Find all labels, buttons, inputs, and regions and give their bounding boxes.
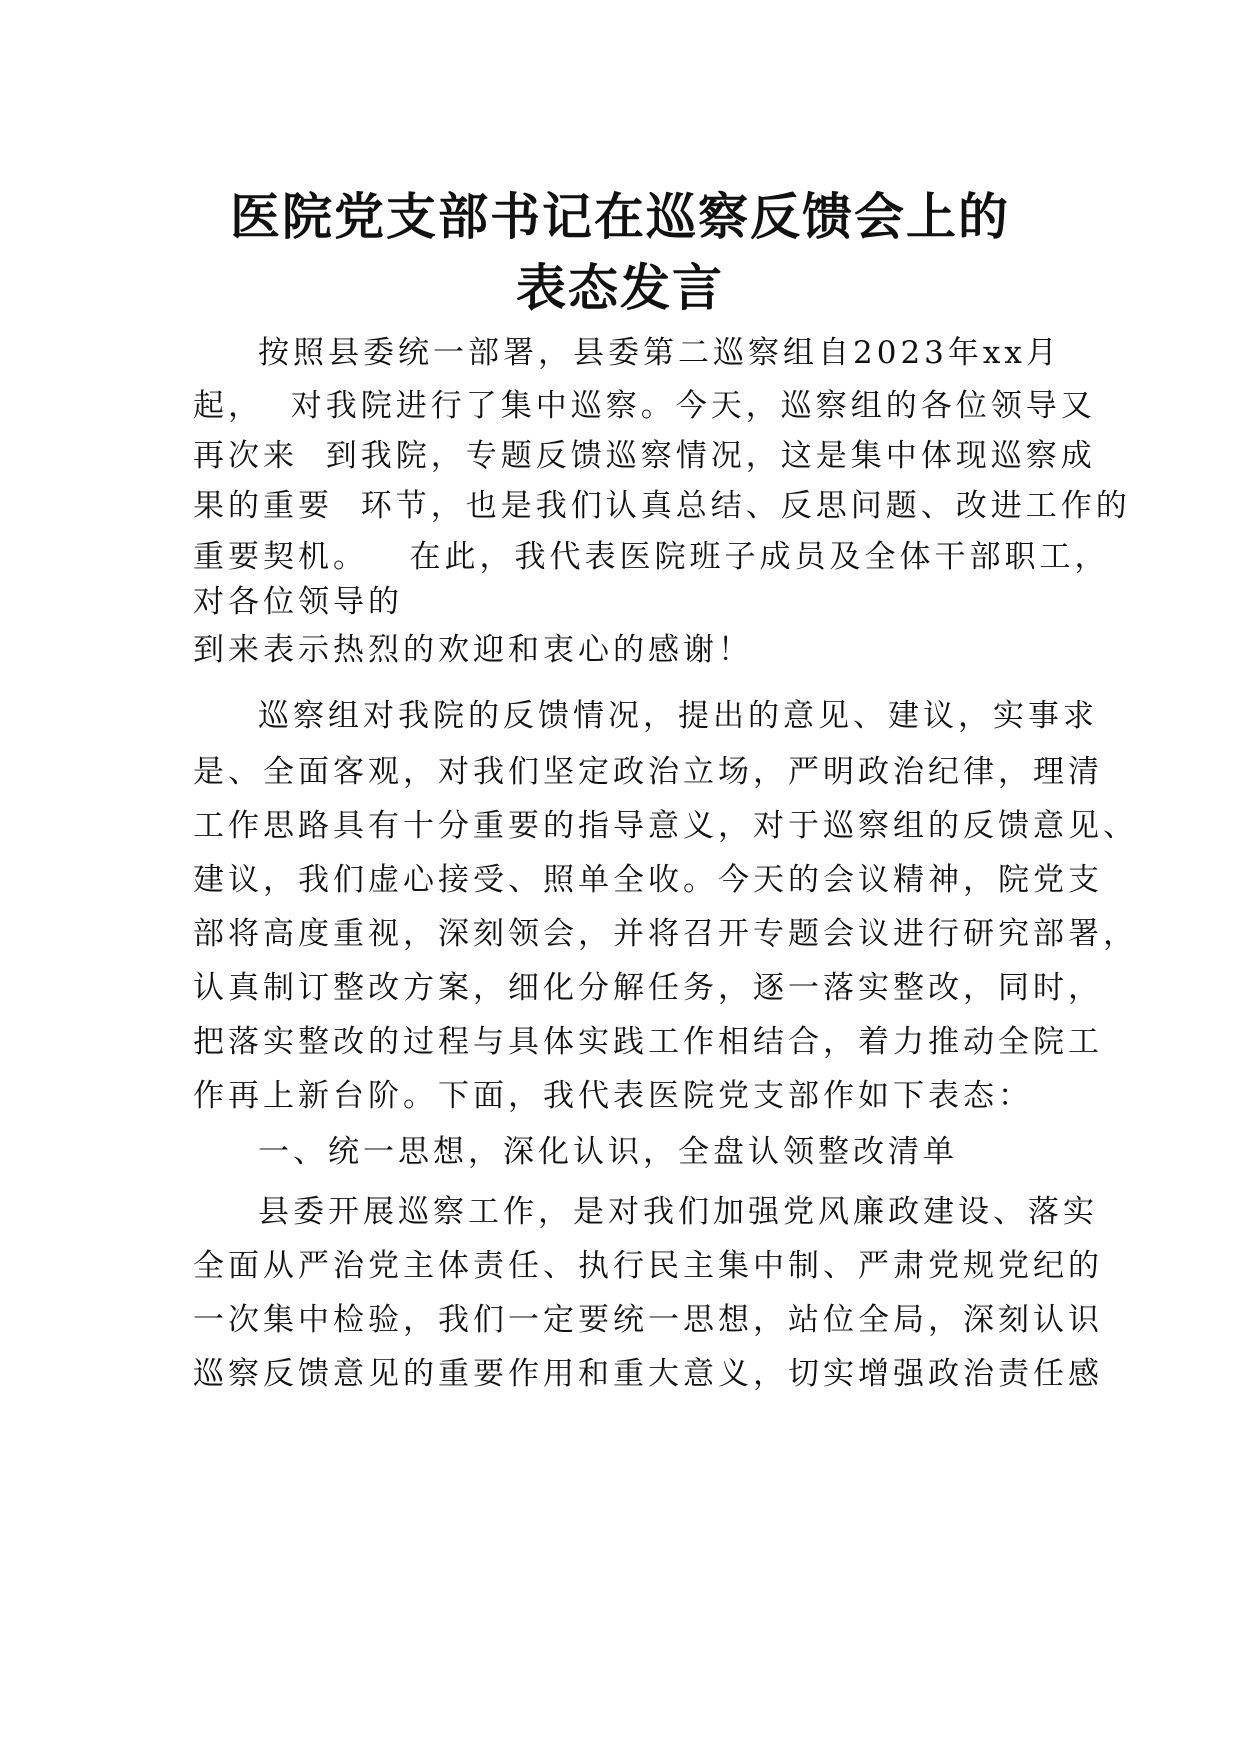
body-line: 对各位领导的 <box>193 584 403 620</box>
body-line: 部将高度重视，深刻领会，并将召开专题会议进行研究部署， <box>193 916 1138 952</box>
body-line: 巡察组对我院的反馈情况，提出的意见、建议，实事求 <box>258 698 1098 734</box>
body-line: 认真制订整改方案，细化分解任务，逐一落实整改，同时， <box>193 970 1103 1006</box>
body-line: 巡察反馈意见的重要作用和重大意义，切实增强政治责任感 <box>193 1356 1103 1392</box>
body-line: 果的重要 环节，也是我们认真总结、反思问题、改进工作的 <box>193 488 1131 524</box>
body-line: 到来表示热烈的欢迎和衷心的感谢！ <box>193 632 753 668</box>
document-title-line-2: 表态发言 <box>516 259 724 317</box>
body-line: 建议，我们虚心接受、照单全收。今天的会议精神，院党支 <box>193 862 1103 898</box>
body-line: 起， 对我院进行了集中巡察。今天，巡察组的各位领导又 <box>193 388 1096 424</box>
body-line: 是、全面客观，对我们坚定政治立场，严明政治纪律，理清 <box>193 754 1103 790</box>
section-heading: 一、统一思想，深化认识，全盘认领整改清单 <box>258 1134 958 1170</box>
body-line: 把落实整改的过程与具体实践工作相结合，着力推动全院工 <box>193 1024 1103 1060</box>
body-line: 重要契机。 在此，我代表医院班子成员及全体干部职工， <box>193 539 1110 575</box>
body-line: 再次来 到我院，专题反馈巡察情况，这是集中体现巡察成 <box>193 438 1096 474</box>
body-line: 全面从严治党主体责任、执行民主集中制、严肃党规党纪的 <box>193 1248 1103 1284</box>
body-line: 一次集中检验，我们一定要统一思想，站位全局，深刻认识 <box>193 1302 1103 1338</box>
body-line: 工作思路具有十分重要的指导意义，对于巡察组的反馈意见、 <box>193 808 1138 844</box>
body-line: 作再上新台阶。下面，我代表医院党支部作如下表态： <box>193 1078 1033 1114</box>
body-line: 县委开展巡察工作，是对我们加强党风廉政建设、落实 <box>258 1194 1098 1230</box>
document-title-line-1: 医院党支部书记在巡察反馈会上的 <box>230 188 1010 246</box>
body-line: 按照县委统一部署，县委第二巡察组自2023年xx月 <box>258 335 1061 371</box>
